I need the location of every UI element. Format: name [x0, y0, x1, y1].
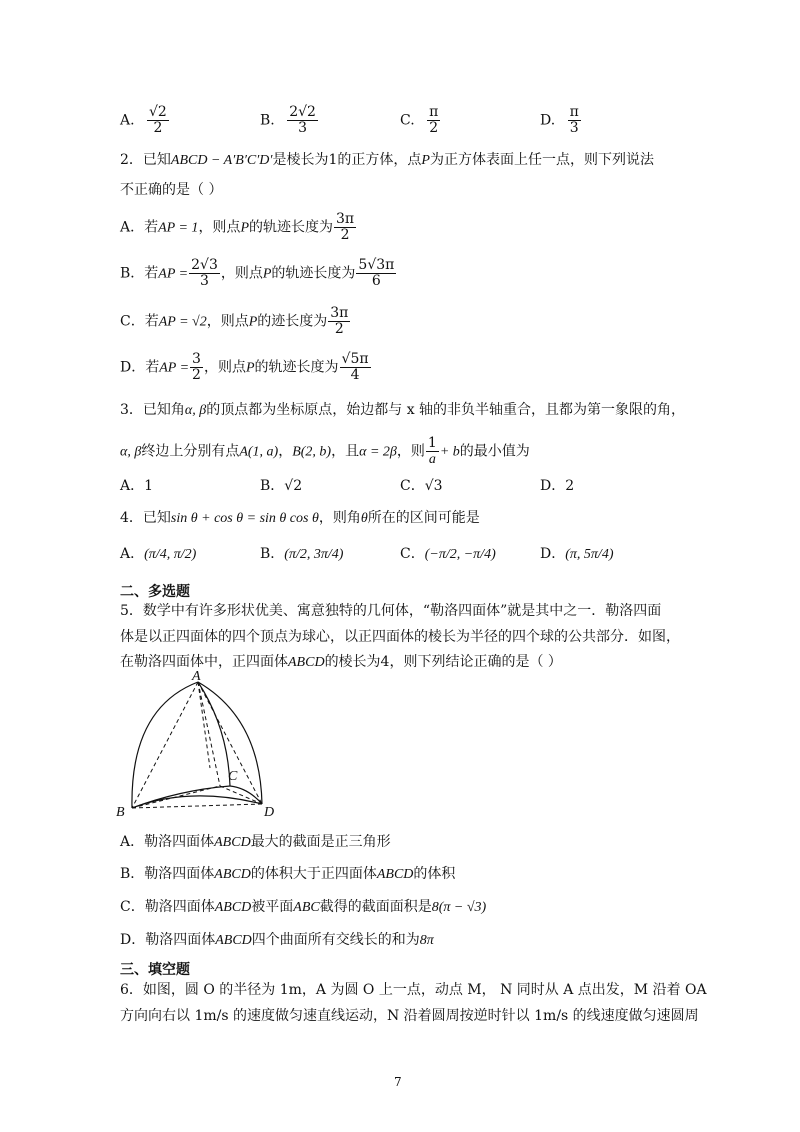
q3-option-d: D．2 — [540, 478, 575, 494]
section-heading-multi-choice: 二、多选题 — [120, 584, 190, 600]
edge-bd — [132, 804, 262, 808]
q2-option-b: B．若AP = $\frac{2√3}{3}$ ，则点P的轨迹长度为 $\frac{5√3\pi}{6}$ — [120, 257, 395, 289]
q2-stem-line2: 不正确的是（ ） — [120, 182, 223, 198]
q3-stem-line1: 3．已知角α, β的顶点都为坐标原点，始边都与 x 轴的非负半轴重合，且都为第一象限的角， — [120, 402, 686, 418]
label-a: A — [192, 669, 201, 684]
q1-option-d: D. $\frac{\pi}{3}$ — [540, 104, 579, 136]
q3-option-b: B．√2 — [260, 478, 303, 494]
q5-option-d: D．勒洛四面体ABCD四个曲面所有交线长的和为8π — [120, 932, 434, 948]
q3-stem-line2: α, β终边上分别有点A(1, a)，B(2, b)，且α = 2β，则 $\frac{1}{a}$ + b的最小值为 — [120, 435, 530, 467]
q2-option-c: C．若AP = √2，则点P的迹长度为 $\frac{3\pi}{2}$ — [120, 305, 349, 337]
q2-option-d: D．若AP = $\frac{3}{2}$ ，则点P的轨迹长度为 $\frac{√5\pi}{4}$ — [120, 351, 369, 383]
edge-bc — [132, 786, 220, 808]
q6-stem-line1: 6．如图，圆 O 的半径为 1m，A 为圆 O 上一点，动点 M， N 同时从 A 点出发，M 沿着 OA — [120, 982, 707, 998]
q5-stem-line2: 体是以正四面体的四个顶点为球心，以正四面体的棱长为半径的四个球的公共部分．如图， — [120, 629, 680, 645]
q2-stem-line1: 2．已知ABCD − A′B′C′D′是棱长为1的正方体，点P为正方体表面上任一点，则下列说法 — [120, 152, 654, 168]
q4-option-a: A．(π/4, π/2) — [120, 546, 197, 562]
label-b: B — [116, 805, 125, 818]
label-c: C — [228, 769, 238, 784]
q1-option-c: C. $\frac{\pi}{2}$ — [400, 104, 439, 136]
section-heading-fill-blank: 三、填空题 — [120, 962, 190, 978]
q2-option-a: A．若AP = 1，则点P的轨迹长度为 $\frac{3\pi}{2}$ — [120, 211, 355, 243]
q3-option-a: A．1 — [120, 478, 154, 494]
reuleaux-tetrahedron-figure — [110, 668, 300, 818]
q5-option-c: C．勒洛四面体ABCD被平面ABC截得的截面面积是8(π − √3) — [120, 899, 487, 915]
edge-ac — [198, 682, 220, 786]
label-d: D — [264, 805, 275, 818]
q1-option-b: B. $\frac{2√2}{3}$ — [260, 104, 316, 136]
q4-option-b: B．(π/2, 3π/4) — [260, 546, 344, 562]
q4-option-c: C．(−π/2, −π/4) — [400, 546, 496, 562]
q4-option-d: D．(π, 5π/4) — [540, 546, 614, 562]
page-number: 7 — [394, 1075, 402, 1089]
q5-stem-line3: 在勒洛四面体中，正四面体ABCD的棱长为4，则下列结论正确的是（ ） — [120, 654, 562, 670]
q3-option-c: C．√3 — [400, 478, 443, 494]
q5-option-b: B．勒洛四面体ABCD的体积大于正四面体ABCD的体积 — [120, 866, 456, 882]
q5-stem-line1: 5．数学中有许多形状优美、寓意独特的几何体，“勒洛四面体”就是其中之一．勒洛四面 — [120, 603, 662, 619]
edge-ab — [132, 682, 198, 808]
q1-option-a: A. $\frac{√2}{2}$ — [120, 104, 167, 136]
q5-option-a: A．勒洛四面体ABCD最大的截面是正三角形 — [120, 834, 391, 850]
aux-line — [198, 682, 210, 768]
q6-stem-line2: 方向向右以 1m/s 的速度做匀速直线运动，N 沿着圆周按逆时针以 1m/s 的线速度做匀速圆周 — [120, 1008, 699, 1024]
q4-stem: 4．已知sin θ + cos θ = sin θ cos θ，则角θ所在的区间可能是 — [120, 510, 480, 526]
